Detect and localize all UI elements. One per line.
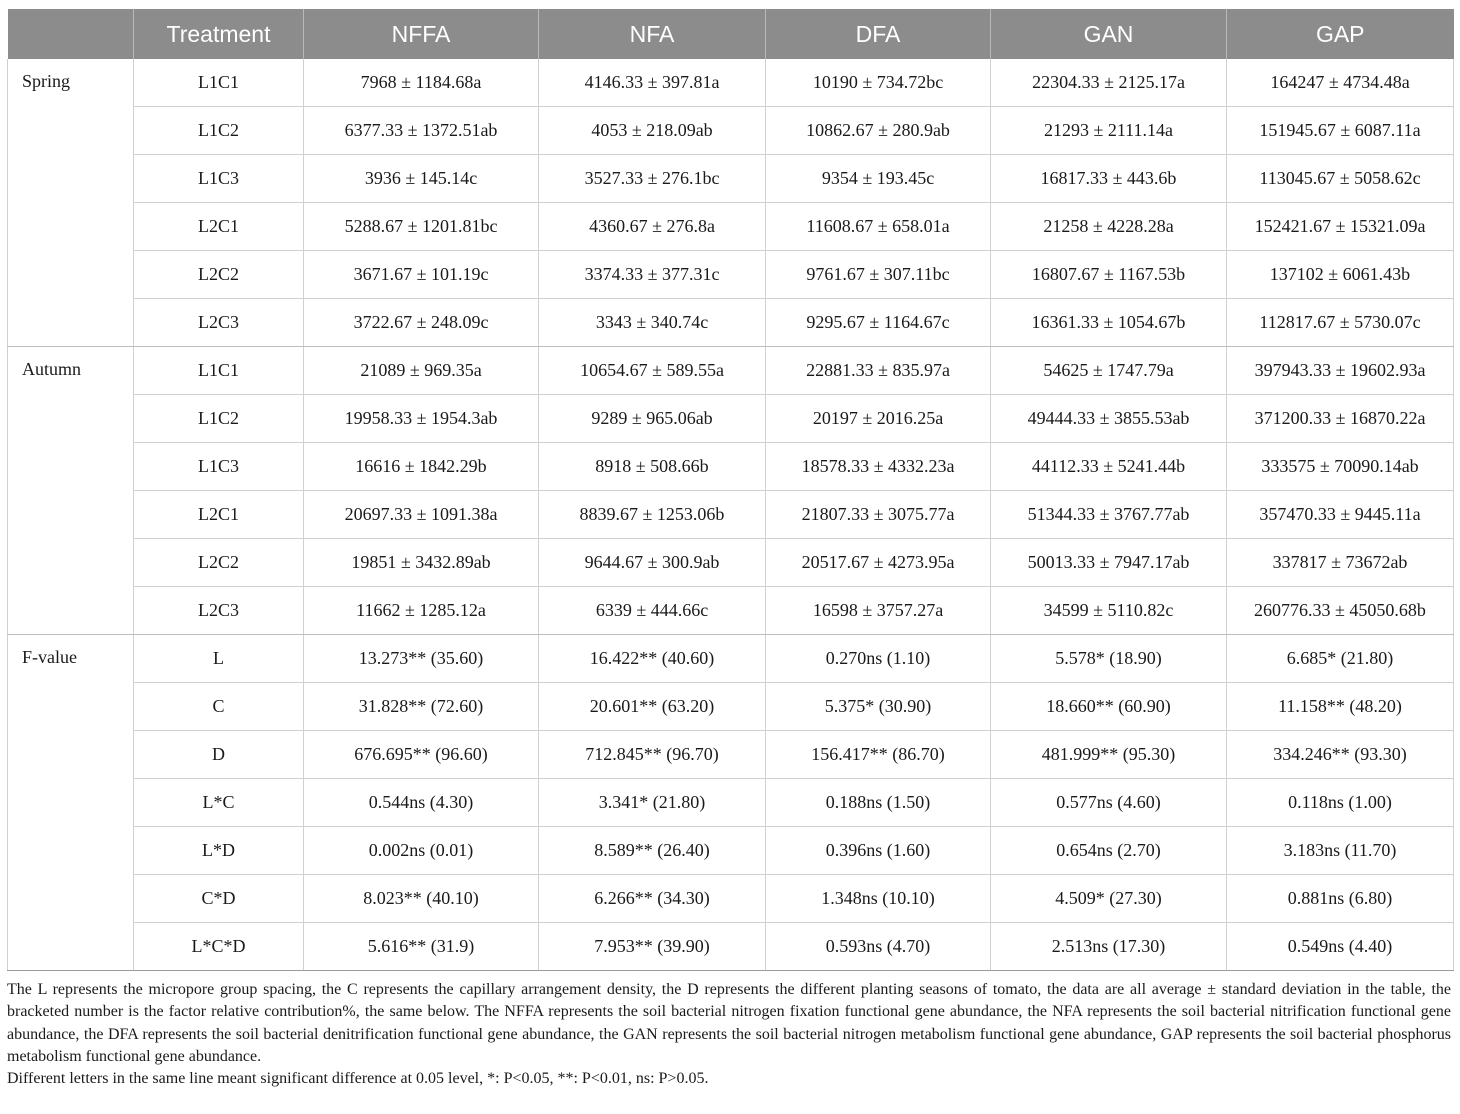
header-cell-dfa: DFA xyxy=(766,9,991,59)
treatment-cell: C xyxy=(134,683,304,731)
table-row xyxy=(8,683,1454,731)
table-row xyxy=(8,923,1454,971)
value-cell: 4053 ± 218.09ab xyxy=(539,107,766,155)
value-cell: 50013.33 ± 7947.17ab xyxy=(991,539,1227,587)
value-cell: 397943.33 ± 19602.93a xyxy=(1227,347,1454,395)
table-row xyxy=(8,155,1454,203)
value-cell: 10654.67 ± 589.55a xyxy=(539,347,766,395)
value-cell: 337817 ± 73672ab xyxy=(1227,539,1454,587)
gene-abundance-table xyxy=(7,9,1454,971)
table-row xyxy=(8,875,1454,923)
treatment-cell: L*D xyxy=(134,827,304,875)
value-cell: 9295.67 ± 1164.67c xyxy=(766,299,991,347)
treatment-cell: L1C1 xyxy=(134,59,304,107)
header-cell-nffa: NFFA xyxy=(304,9,539,59)
table-row xyxy=(8,779,1454,827)
value-cell: 3936 ± 145.14c xyxy=(304,155,539,203)
results-table-container xyxy=(7,9,1453,1090)
value-cell: 49444.33 ± 3855.53ab xyxy=(991,395,1227,443)
table-row xyxy=(8,203,1454,251)
value-cell: 0.593ns (4.70) xyxy=(766,923,991,971)
treatment-cell: L1C2 xyxy=(134,107,304,155)
treatment-cell: C*D xyxy=(134,875,304,923)
value-cell: 156.417** (86.70) xyxy=(766,731,991,779)
value-cell: 8.589** (26.40) xyxy=(539,827,766,875)
treatment-cell: L1C1 xyxy=(134,347,304,395)
treatment-cell: L2C1 xyxy=(134,491,304,539)
value-cell: 3.183ns (11.70) xyxy=(1227,827,1454,875)
value-cell: 9354 ± 193.45c xyxy=(766,155,991,203)
treatment-cell: L2C2 xyxy=(134,251,304,299)
value-cell: 4360.67 ± 276.8a xyxy=(539,203,766,251)
value-cell: 8839.67 ± 1253.06b xyxy=(539,491,766,539)
table-row xyxy=(8,299,1454,347)
value-cell: 3343 ± 340.74c xyxy=(539,299,766,347)
treatment-cell: L1C3 xyxy=(134,155,304,203)
table-row xyxy=(8,107,1454,155)
treatment-cell: L*C*D xyxy=(134,923,304,971)
value-cell: 0.002ns (0.01) xyxy=(304,827,539,875)
value-cell: 19958.33 ± 1954.3ab xyxy=(304,395,539,443)
value-cell: 3.341* (21.80) xyxy=(539,779,766,827)
value-cell: 0.654ns (2.70) xyxy=(991,827,1227,875)
value-cell: 16616 ± 1842.29b xyxy=(304,443,539,491)
value-cell: 20697.33 ± 1091.38a xyxy=(304,491,539,539)
value-cell: 1.348ns (10.10) xyxy=(766,875,991,923)
table-row xyxy=(8,635,1454,683)
value-cell: 0.549ns (4.40) xyxy=(1227,923,1454,971)
value-cell: 481.999** (95.30) xyxy=(991,731,1227,779)
value-cell: 5.616** (31.9) xyxy=(304,923,539,971)
value-cell: 20197 ± 2016.25a xyxy=(766,395,991,443)
value-cell: 9644.67 ± 300.9ab xyxy=(539,539,766,587)
value-cell: 51344.33 ± 3767.77ab xyxy=(991,491,1227,539)
value-cell: 3671.67 ± 101.19c xyxy=(304,251,539,299)
value-cell: 0.188ns (1.50) xyxy=(766,779,991,827)
value-cell: 11.158** (48.20) xyxy=(1227,683,1454,731)
table-row xyxy=(8,395,1454,443)
treatment-cell: L xyxy=(134,635,304,683)
value-cell: 18.660** (60.90) xyxy=(991,683,1227,731)
table-row xyxy=(8,827,1454,875)
value-cell: 16817.33 ± 443.6b xyxy=(991,155,1227,203)
value-cell: 21258 ± 4228.28a xyxy=(991,203,1227,251)
value-cell: 3527.33 ± 276.1bc xyxy=(539,155,766,203)
value-cell: 0.544ns (4.30) xyxy=(304,779,539,827)
value-cell: 333575 ± 70090.14ab xyxy=(1227,443,1454,491)
value-cell: 20.601** (63.20) xyxy=(539,683,766,731)
value-cell: 19851 ± 3432.89ab xyxy=(304,539,539,587)
value-cell: 151945.67 ± 6087.11a xyxy=(1227,107,1454,155)
treatment-cell: L2C2 xyxy=(134,539,304,587)
value-cell: 9289 ± 965.06ab xyxy=(539,395,766,443)
footnote-significance: Different letters in the same line meant significant difference at 0.05 level, *: P<0.05, **: P<0.01, ns: P>0.05. xyxy=(7,1070,709,1088)
table-row xyxy=(8,539,1454,587)
table-row xyxy=(8,731,1454,779)
value-cell: 3722.67 ± 248.09c xyxy=(304,299,539,347)
value-cell: 5288.67 ± 1201.81bc xyxy=(304,203,539,251)
value-cell: 21807.33 ± 3075.77a xyxy=(766,491,991,539)
value-cell: 20517.67 ± 4273.95a xyxy=(766,539,991,587)
value-cell: 34599 ± 5110.82c xyxy=(991,587,1227,635)
value-cell: 8.023** (40.10) xyxy=(304,875,539,923)
group-label-cell: Autumn xyxy=(8,347,134,635)
value-cell: 137102 ± 6061.43b xyxy=(1227,251,1454,299)
treatment-cell: L1C3 xyxy=(134,443,304,491)
value-cell: 6339 ± 444.66c xyxy=(539,587,766,635)
header-cell-nfa: NFA xyxy=(539,9,766,59)
treatment-cell: L2C3 xyxy=(134,299,304,347)
value-cell: 21293 ± 2111.14a xyxy=(991,107,1227,155)
header-cell-treatment: Treatment xyxy=(134,9,304,59)
table-row xyxy=(8,251,1454,299)
value-cell: 334.246** (93.30) xyxy=(1227,731,1454,779)
value-cell: 16807.67 ± 1167.53b xyxy=(991,251,1227,299)
table-row xyxy=(8,491,1454,539)
value-cell: 0.396ns (1.60) xyxy=(766,827,991,875)
value-cell: 10190 ± 734.72bc xyxy=(766,59,991,107)
value-cell: 6.685* (21.80) xyxy=(1227,635,1454,683)
header-cell-gan: GAN xyxy=(991,9,1227,59)
value-cell: 4.509* (27.30) xyxy=(991,875,1227,923)
value-cell: 676.695** (96.60) xyxy=(304,731,539,779)
value-cell: 712.845** (96.70) xyxy=(539,731,766,779)
value-cell: 16598 ± 3757.27a xyxy=(766,587,991,635)
value-cell: 6377.33 ± 1372.51ab xyxy=(304,107,539,155)
table-footnotes xyxy=(7,979,1453,1090)
value-cell: 22881.33 ± 835.97a xyxy=(766,347,991,395)
value-cell: 152421.67 ± 15321.09a xyxy=(1227,203,1454,251)
value-cell: 0.881ns (6.80) xyxy=(1227,875,1454,923)
value-cell: 3374.33 ± 377.31c xyxy=(539,251,766,299)
value-cell: 9761.67 ± 307.11bc xyxy=(766,251,991,299)
header-cell-gap: GAP xyxy=(1227,9,1454,59)
value-cell: 0.118ns (1.00) xyxy=(1227,779,1454,827)
group-label-cell: F-value xyxy=(8,635,134,971)
group-label-cell: Spring xyxy=(8,59,134,347)
value-cell: 5.375* (30.90) xyxy=(766,683,991,731)
value-cell: 16.422** (40.60) xyxy=(539,635,766,683)
value-cell: 18578.33 ± 4332.23a xyxy=(766,443,991,491)
value-cell: 4146.33 ± 397.81a xyxy=(539,59,766,107)
value-cell: 112817.67 ± 5730.07c xyxy=(1227,299,1454,347)
value-cell: 7968 ± 1184.68a xyxy=(304,59,539,107)
value-cell: 11662 ± 1285.12a xyxy=(304,587,539,635)
value-cell: 260776.33 ± 45050.68b xyxy=(1227,587,1454,635)
value-cell: 21089 ± 969.35a xyxy=(304,347,539,395)
value-cell: 10862.67 ± 280.9ab xyxy=(766,107,991,155)
value-cell: 5.578* (18.90) xyxy=(991,635,1227,683)
value-cell: 22304.33 ± 2125.17a xyxy=(991,59,1227,107)
value-cell: 44112.33 ± 5241.44b xyxy=(991,443,1227,491)
value-cell: 54625 ± 1747.79a xyxy=(991,347,1227,395)
header-cell-group xyxy=(8,9,134,59)
value-cell: 371200.33 ± 16870.22a xyxy=(1227,395,1454,443)
value-cell: 357470.33 ± 9445.11a xyxy=(1227,491,1454,539)
value-cell: 164247 ± 4734.48a xyxy=(1227,59,1454,107)
value-cell: 31.828** (72.60) xyxy=(304,683,539,731)
value-cell: 16361.33 ± 1054.67b xyxy=(991,299,1227,347)
table-header-row xyxy=(8,9,1454,59)
value-cell: 0.270ns (1.10) xyxy=(766,635,991,683)
treatment-cell: D xyxy=(134,731,304,779)
treatment-cell: L*C xyxy=(134,779,304,827)
value-cell: 13.273** (35.60) xyxy=(304,635,539,683)
value-cell: 8918 ± 508.66b xyxy=(539,443,766,491)
value-cell: 113045.67 ± 5058.62c xyxy=(1227,155,1454,203)
table-body xyxy=(8,59,1454,971)
value-cell: 0.577ns (4.60) xyxy=(991,779,1227,827)
footnote-definitions: The L represents the micropore group spacing, the C represents the capillary arrangement density, the D represents the different planting seasons of tomato, the data are all average ± standard deviation in the table, the bracketed number is the factor relative contribution%, the same below. The NFFA represents the soil bacterial nitrogen fixation functional gene abundance, the NFA represents the soil bacterial nitrification functional gene abundance, the DFA represents the soil bacterial denitrification functional gene abundance, the GAN represents the soil bacterial nitrogen metabolism functional gene abundance, GAP represents the soil bacterial phosphorus metabolism functional gene abundance. xyxy=(7,981,1451,1065)
treatment-cell: L2C3 xyxy=(134,587,304,635)
table-row xyxy=(8,587,1454,635)
table-row xyxy=(8,59,1454,107)
table-row xyxy=(8,443,1454,491)
treatment-cell: L2C1 xyxy=(134,203,304,251)
value-cell: 6.266** (34.30) xyxy=(539,875,766,923)
value-cell: 2.513ns (17.30) xyxy=(991,923,1227,971)
treatment-cell: L1C2 xyxy=(134,395,304,443)
value-cell: 11608.67 ± 658.01a xyxy=(766,203,991,251)
value-cell: 7.953** (39.90) xyxy=(539,923,766,971)
table-row xyxy=(8,347,1454,395)
